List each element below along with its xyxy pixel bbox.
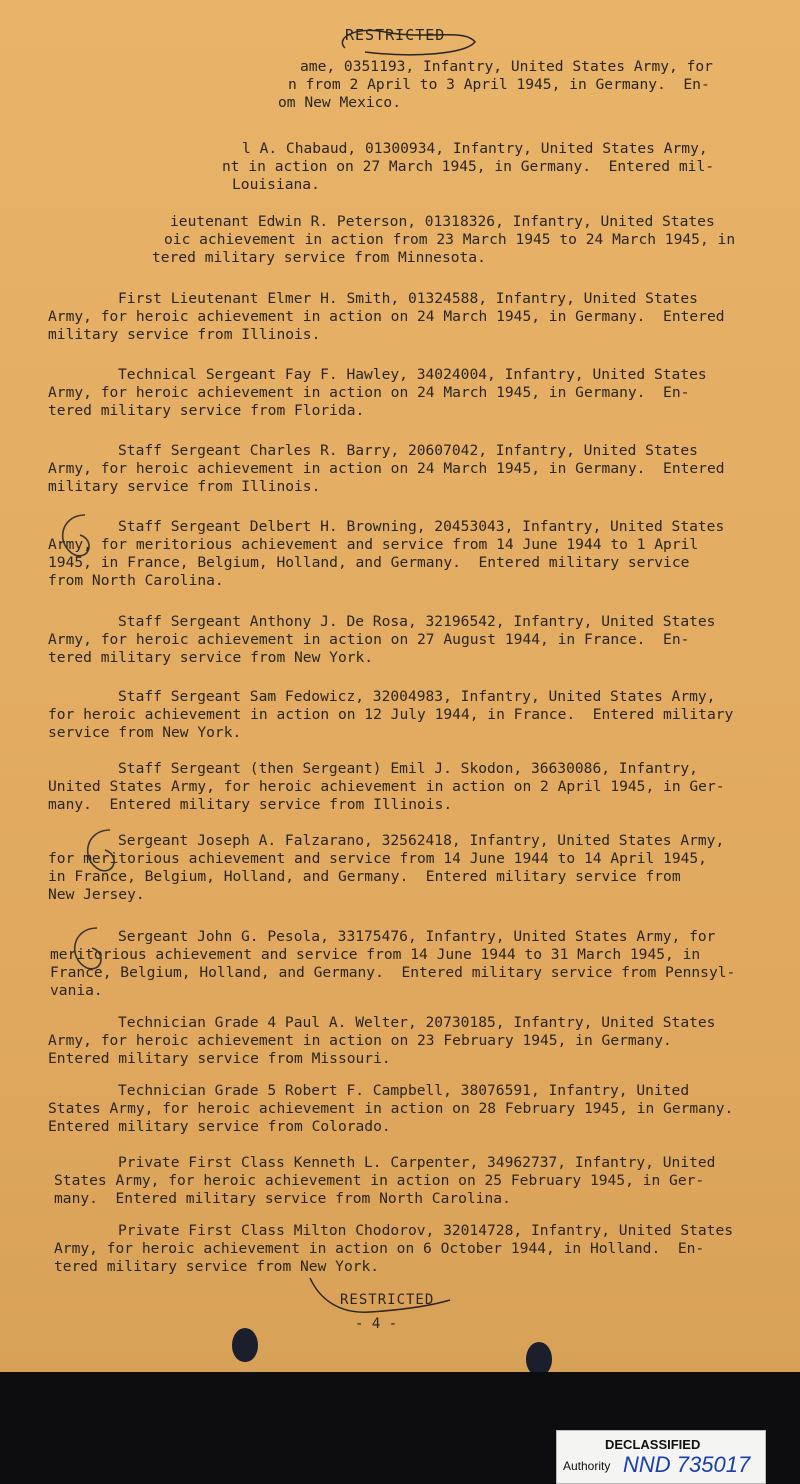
citation-line: for meritorious achievement and service from 14 June 1944 to 14 April 1945, <box>48 850 707 867</box>
citation-line: Army, for heroic achievement in action on 6 October 1944, in Holland. En- <box>54 1240 705 1257</box>
citation-line: Entered military service from Missouri. <box>48 1050 391 1067</box>
citation-line: 1945, in France, Belgium, Holland, and Germany. Entered military service <box>48 554 690 571</box>
citation-line: many. Entered military service from Illinois. <box>48 796 453 813</box>
citation-line: Sergeant John G. Pesola, 33175476, Infantry, United States Army, for <box>118 928 716 945</box>
citation-entry <box>0 140 800 194</box>
citation-line: Staff Sergeant Delbert H. Browning, 20453043, Infantry, United States <box>118 518 725 535</box>
restricted-stamp-top: RESTRICTED <box>345 26 446 44</box>
citation-entry <box>0 1014 800 1068</box>
citation-line: Army, for heroic achievement in action on 24 March 1945, in Germany. Entered <box>48 308 725 325</box>
citation-line: meritorious achievement and service from 14 June 1944 to 31 March 1945, in <box>50 946 701 963</box>
citation-line: tered military service from New York. <box>54 1258 380 1275</box>
citation-line: Private First Class Kenneth L. Carpenter, 34962737, Infantry, United <box>118 1154 716 1171</box>
citation-entry <box>0 1082 800 1136</box>
citation-line: Army, for heroic achievement in action on 24 March 1945, in Germany. En- <box>48 384 690 401</box>
citation-line: New Jersey. <box>48 886 145 903</box>
citation-line: service from New York. <box>48 724 242 741</box>
citation-line: Army, for heroic achievement in action on 23 February 1945, in Germany. <box>48 1032 672 1049</box>
page-number: - 4 - <box>355 1316 398 1332</box>
citation-line: First Lieutenant Elmer H. Smith, 01324588, Infantry, United States <box>118 290 698 307</box>
authority-label: Authority <box>563 1459 611 1473</box>
declassified-title: DECLASSIFIED <box>605 1437 701 1452</box>
citation-line: oic achievement in action from 23 March 1945 to 24 March 1945, in <box>164 231 736 248</box>
citation-entry <box>0 1222 800 1276</box>
restricted-stamp-bottom: RESTRICTED <box>340 1292 435 1308</box>
citation-line: ieutenant Edwin R. Peterson, 01318326, Infantry, United States <box>170 213 715 230</box>
citation-line: Army, for meritorious achievement and service from 14 June 1944 to 1 April <box>48 536 699 553</box>
citation-line: Army, for heroic achievement in action on 24 March 1945, in Germany. Entered <box>48 460 725 477</box>
citation-line: Technician Grade 4 Paul A. Welter, 20730185, Infantry, United States <box>118 1014 716 1031</box>
citation-line: many. Entered military service from North Carolina. <box>54 1190 511 1207</box>
check-mark-3 <box>62 918 112 978</box>
citation-line: Staff Sergeant Sam Fedowicz, 32004983, Infantry, United States Army, <box>118 688 716 705</box>
citation-line: France, Belgium, Holland, and Germany. Entered military service from Pennsyl- <box>50 964 736 981</box>
citation-line: from North Carolina. <box>48 572 224 589</box>
citation-line: tered military service from Florida. <box>48 402 365 419</box>
binder-hole-left <box>232 1328 258 1362</box>
citation-line: n from 2 April to 3 April 1945, in Germany. En- <box>288 76 710 93</box>
citation-line: Entered military service from Colorado. <box>48 1118 391 1135</box>
citation-line: Staff Sergeant Charles R. Barry, 20607042, Infantry, United States <box>118 442 698 459</box>
citation-entry <box>0 366 800 420</box>
citation-line: military service from Illinois. <box>48 326 321 343</box>
citation-line: Sergeant Joseph A. Falzarano, 32562418, Infantry, United States Army, <box>118 832 725 849</box>
citation-line: tered military service from New York. <box>48 649 374 666</box>
citation-line: for heroic achievement in action on 12 July 1944, in France. Entered military <box>48 706 734 723</box>
check-mark-2 <box>75 820 125 880</box>
citation-line: Louisiana. <box>232 176 320 193</box>
citation-entry <box>0 290 800 344</box>
citation-line: l A. Chabaud, 01300934, Infantry, United States Army, <box>242 140 708 157</box>
declassified-stamp <box>556 1430 766 1484</box>
binder-hole-right <box>526 1342 552 1372</box>
citation-entry <box>0 518 800 590</box>
citation-line: in France, Belgium, Holland, and Germany. Entered military service from <box>48 868 681 885</box>
citation-line: States Army, for heroic achievement in action on 25 February 1945, in Ger- <box>54 1172 705 1189</box>
citation-line: nt in action on 27 March 1945, in Germany. Entered mil- <box>222 158 715 175</box>
citation-entry <box>0 613 800 667</box>
citation-entry <box>0 688 800 742</box>
citation-entry <box>0 442 800 496</box>
authority-value: NND 735017 <box>623 1452 751 1477</box>
citation-line: Private First Class Milton Chodorov, 32014728, Infantry, United States <box>118 1222 734 1239</box>
citation-entry <box>0 213 800 267</box>
citation-line: ame, 0351193, Infantry, United States Army, for <box>300 58 713 75</box>
citation-line: Technician Grade 5 Robert F. Campbell, 38076591, Infantry, United <box>118 1082 690 1099</box>
citation-entry <box>0 928 800 1000</box>
citation-line: Staff Sergeant (then Sergeant) Emil J. Skodon, 36630086, Infantry, <box>118 760 698 777</box>
check-mark-1 <box>50 505 100 565</box>
citation-entry <box>0 58 800 112</box>
citation-line: Technical Sergeant Fay F. Hawley, 34024004, Infantry, United States <box>118 366 707 383</box>
citation-line: vania. <box>50 982 103 999</box>
citation-line: om New Mexico. <box>278 94 402 111</box>
citation-line: States Army, for heroic achievement in action on 28 February 1945, in Germany. <box>48 1100 734 1117</box>
citation-line: Staff Sergeant Anthony J. De Rosa, 32196542, Infantry, United States <box>118 613 716 630</box>
citation-entry <box>0 1154 800 1208</box>
citation-line: tered military service from Minnesota. <box>152 249 486 266</box>
citation-line: United States Army, for heroic achievement in action on 2 April 1945, in Ger- <box>48 778 725 795</box>
citation-line: Army, for heroic achievement in action on 27 August 1944, in France. En- <box>48 631 690 648</box>
citation-line: military service from Illinois. <box>48 478 321 495</box>
citation-entry <box>0 760 800 814</box>
